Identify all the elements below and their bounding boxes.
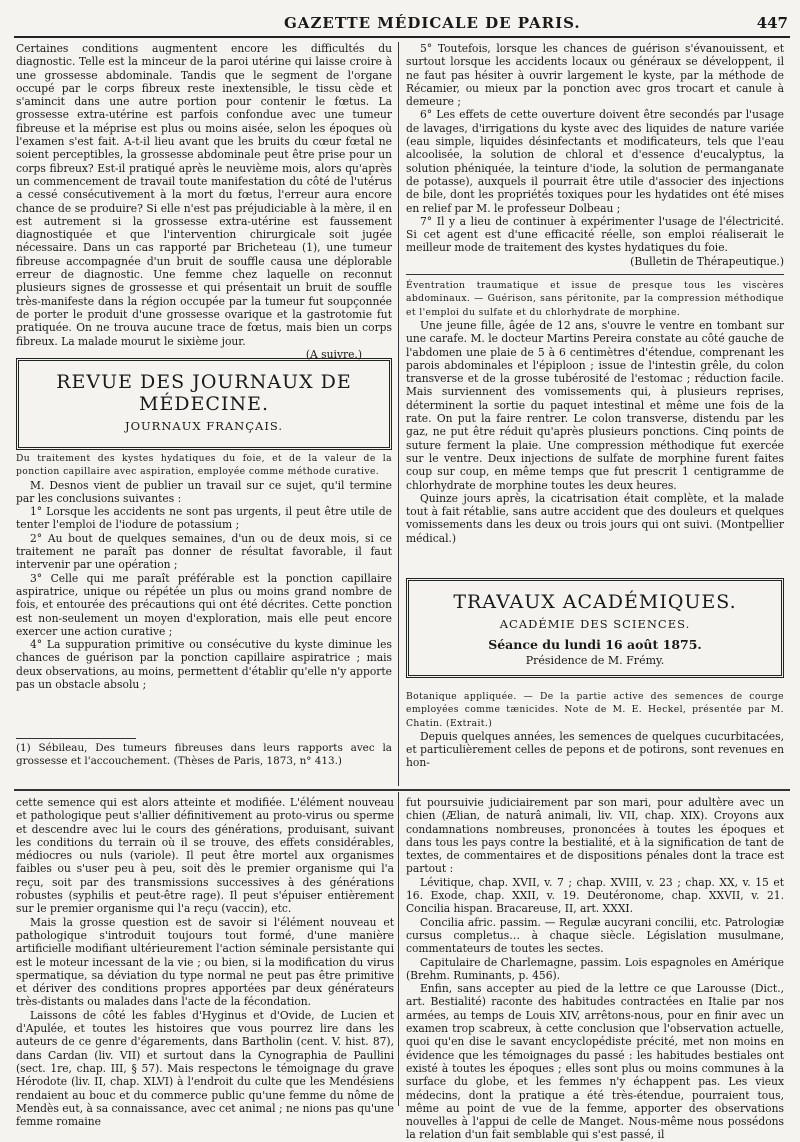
article-heading: Éventration traumatique et issue de presque tous les viscères abdominaux. — Guérison, sans péritonite, par la compression méthodique et l'emploi du sulfate et du chlorhydrate de morphine.: [406, 274, 784, 319]
paragraph: Quinze jours après, la cicatrisation était complète, et la malade tout à fait rétablie, sans autre accident que des douleurs et quelques vomissements dans les deux ou trois jours qui ont suivi. (Montpellier médical.): [406, 491, 784, 545]
paragraph: Mais la grosse question est de savoir si l'élément nouveau et pathologique s'introduit toujours tout formé, d'une manière artificielle modifiant ultérieurement l'action séminale persistante qui est le moteur incessant de la vie ; ou bien, si la modification du virus spermatique, sa déviation du type normal ne peut pas être primitive et dériver des conditions propres apportées par deux générateurs très-distants ou malades dans l'acte de la fécondation.: [16, 915, 394, 1009]
paragraph: 7° Il y a lieu de continuer à expérimenter l'usage de l'électricité. Si cet agent est d'une efficacité réelle, son emploi réaliserait le meilleur mode de traitement des kystes hydatiques du foie.: [406, 214, 784, 255]
section-title: TRAVAUX ACADÉMIQUES.: [453, 591, 737, 613]
to-be-continued: (A suivre.): [305, 347, 362, 361]
column-divider: [398, 792, 399, 1106]
paragraph: 1° Lorsque les accidents ne sont pas urgents, il peut être utile de tenter l'emploi de l'iodure de potassium ;: [16, 505, 392, 532]
source-citation: (Bulletin de Thérapeutique.): [630, 254, 784, 268]
paragraph: 4° La suppuration primitive ou consécutive du kyste diminue les chances de guérison par la ponction capillaire aspiratrice ; mais deux observations, au moins, permettent d'établir qu'elle n'y apporte pas un obstacle absolu ;: [16, 638, 392, 692]
page-header: [14, 0, 790, 38]
right-article: [406, 690, 784, 786]
page-number: 447: [756, 14, 788, 32]
horizontal-divider: [14, 789, 790, 791]
footnote-rule: [16, 738, 136, 739]
paragraph: Capitulaire de Charlemagne, passim. Lois espagnoles en Amérique (Brehm. Ruminants, p. 456).: [406, 955, 784, 982]
session-date: Séance du lundi 16 août 1875.: [488, 637, 702, 652]
paragraph: M. Desnos vient de publier un travail sur ce sujet, qu'il termine par les conclusions suivantes :: [16, 478, 392, 505]
paragraph: 5° Toutefois, lorsque les chances de guérison s'évanouissent, et surtout lorsque les accidents locaux ou généraux se développent, il ne faut pas hésiter à ouvrir largement le kyste, par la méthode de Récamier, ou mieux par la ponction avec gros trocart et canule à demeure ;: [406, 42, 784, 109]
paragraph: cette semence qui est alors atteinte et modifiée. L'élément nouveau et pathologique peut s'allier définitivement au proto-virus ou sperme et descendre avec lui le cours des générations, produisant, suivant les conditions du terrain où il se trouve, des effets considérables, médiocres ou nuls (variole). Il peut être mortel aux organismes faibles ou s'user peu à peu, soit dès le premier organisme qui l'a reçu, soit par des transmissions successives à des générations robustes (syphilis et peut-être rage). Il peut s'épuiser entièrement sur le premier organisme qui l'a reçu (vaccin), etc.: [16, 796, 394, 916]
top-left-column: [16, 42, 392, 361]
section-title: REVUE DES JOURNAUX DE MÉDECINE.: [56, 371, 352, 415]
column-divider: [398, 42, 399, 786]
paragraph: 6° Les effets de cette ouverture doivent être secondés par l'usage de lavages, d'irrigations du kyste avec des liquides de nature variée (eau simple, liquides désinfectants et modificateurs, tels que l'eau alcoolisée, la solution de chloral et d'essence d'eucalyptus, la solution phéniquée, la teinture d'iode, la solution de permanganate de potasse), auxquels il pourrait être utile d'associer des injections de bile, dont les propriétés toxiques pour les hydatides ont été mises en relief par M. le professeur Dolbeau ;: [406, 108, 784, 215]
paragraph: 3° Celle qui me paraît préférable est la ponction capillaire aspiratrice, unique ou répétée un plus ou moins grand nombre de fois, et entourée des précautions qui ont été décrites. Cette ponction est non-seulement un moyen d'exploration, mais elle peut encore exercer une action curative ;: [16, 571, 392, 638]
bottom-right-column: [406, 796, 784, 1142]
paragraph: Laissons de côté les fables d'Hyginus et d'Ovide, de Lucien et d'Apulée, et toutes les histoires que vous pourrez lire dans les auteurs de ce genre d'égarements, dans Bartholin (cent. V. hist. 87), dans Cardan (liv. VII) et surtout dans la Cynographia de Paullini (sect. 1re, chap. III, § 57). Mais respectons le témoignage du grave Hérodote (liv. II, chap. XLVI) à l'endroit du culte que les Mendésiens rendaient au bouc et du commerce public qu'une femme du nôme de Mendès eut, à sa connaissance, avec cet animal ; ne nions pas qu'une femme romaine: [16, 1008, 394, 1129]
paragraph: fut poursuivie judiciairement par son mari, pour adultère avec un chien (Ælian, de naturâ animali, liv. VII, chap. XIX). Croyons aux condamnations nombreuses, prononcées à toutes les époques et dans tous les pays contre la bestialité, et à la signification de tant de textes, de commentaires et de dispositions pénales dont la trace est partout :: [406, 796, 784, 876]
paragraph: Concilia afric. passim. — Regulæ aucyrani concilii, etc. Patrologiæ cursus completus… à chaque siècle. Législation musulmane, commentateurs de toutes les sectes.: [406, 915, 784, 956]
paragraph: Enfin, sans accepter au pied de la lettre ce que Larousse (Dict., art. Bestialité) raconte des habitudes contractées en Italie par nos armées, au temps de Louis XIV, arrêtons-nous, pour en finir avec un examen trop scabreux, à cette conclusion que l'observation actuelle, quoi qu'en dise le savant encyclopédiste précité, met non moins en évidence que les témoignages du passé : les habitudes bestiales ont existé à toutes les époques ; elles sont plus ou moins communes à la surface du globe, et les femmes n'y échappent pas. Les vieux médecins, dont la pratique a été très-étendue, pourraient tous, même au point de vue de la femme, apporter des observations nouvelles à l'appui de celle de Manget. Nous-même nous possédons la relation d'un fait semblable qui s'est passé, il: [406, 982, 784, 1142]
paragraph: Lévitique, chap. XVII, v. 7 ; chap. XVIII, v. 23 ; chap. XX, v. 15 et 16. Exode, chap. XXII, v. 19. Deutéronome, chap. XXVII, v. 21. Concilia hispan. Bracareuse, II, art. XXXI.: [406, 875, 784, 916]
paragraph: 2° Au bout de quelques semaines, d'un ou de deux mois, si ce traitement ne paraît pas donner de résultat favorable, il faut intervenir par une opération ;: [16, 531, 392, 572]
top-right-column: [406, 42, 784, 608]
paragraph: Une jeune fille, âgée de 12 ans, s'ouvre le ventre en tombant sur une carafe. M. le docteur Martins Pereira constate au côté gauche de l'abdomen une plaie de 5 à 6 centimètres d'étendue, comprenant les parois abdominales et l'épiploon ; issue de l'intestin grêle, du colon transverse et de la grosse tubérosité de l'estomac ; réduction facile. Mais surviennent des vomissements qui, à plusieurs reprises, déterminent la sortie du paquet intestinal et même une fois de la rate. On put la faire rentrer. Le colon transverse, distendu par les gaz, ne put être réduit qu'après plusieurs ponctions. Cinq points de suture ferment la plaie. Une compression méthodique fut exercée sur le ventre. Deux injections de sulfate de morphine furent faites coup sur coup, en même temps que fut prescrit 1 centigramme de chlorhydrate de morphine toutes les deux heures.: [406, 318, 784, 492]
bottom-left-column: [16, 796, 394, 1129]
section-subtitle: JOURNAUX FRANÇAIS.: [124, 419, 284, 433]
paragraph: Certaines conditions augmentent encore les difficultés du diagnostic. Telle est la minceur de la paroi utérine qui laisse croire à une grossesse abdominale. Tandis que le segment de l'organe occupé par le corps fibreux reste inextensible, le tissu cède et s'amincit dans une autre portion pour contenir le fœtus. La grossesse extra-utérine est parfois confondue avec une tumeur fibreuse et la méprise est plus ou moins aisée, selon les époques où l'examen s'est fait. A-t-il lieu avant que les bruits du cœur fœtal ne soient perceptibles, la grossesse abdominale peut être prise pour un corps fibreux? Est-il pratiqué après le neuvième mois, alors qu'après un commencement de travail toute manifestation du côté de l'utérus a cessé consécutivement à la mort du fœtus, l'erreur aura encore chance de se produire? Si elle n'est pas préjudiciable à la mère, il en est autrement si la grossesse extra-utérine est faussement diagnostiquée et que l'intervention chirurgicale soit jugée nécessaire. Dans un cas rapporté par Bricheteau (1), une tumeur fibreuse accompagnée d'un bruit de souffle causa une déplorable erreur de diagnostic. Une femme chez laquelle on reconnut plusieurs signes de grossesse et qui présentait un bruit de souffle très-manifeste dans la région occupée par la tumeur fut soupçonnée de porter le produit d'une grossesse ovarique et la gastrotomie fut pratiquée. On ne trouva aucune trace de fœtus, mais bien un corps fibreux. La malade mourut le sixième jour.: [16, 42, 392, 348]
left-article: [16, 452, 392, 732]
section-header-travaux: [406, 578, 784, 678]
article-heading: Botanique appliquée. — De la partie active des semences de courge employées comme tænicides. Note de M. E. Heckel, présentée par M. Chatin. (Extrait.): [406, 691, 784, 729]
journal-title: GAZETTE MÉDICALE DE PARIS.: [284, 14, 581, 32]
footnote: (1) Sébileau, Des tumeurs fibreuses dans leurs rapports avec la grossesse et l'accouchement. (Thèses de Paris, 1873, n° 413.): [16, 742, 392, 767]
section-header-revue: [16, 358, 392, 450]
paragraph: Depuis quelques années, les semences de quelques cucurbitacées, et particulièrement celles de pepons et de potirons, sont revenues en hon-: [406, 729, 784, 770]
presidency: Présidence de M. Frémy.: [525, 654, 665, 667]
section-subtitle: ACADÉMIE DES SCIENCES.: [499, 617, 691, 631]
article-heading: Du traitement des kystes hydatiques du foie, et de la valeur de la ponction capillaire avec aspiration, employée comme méthode curative.: [16, 453, 392, 478]
